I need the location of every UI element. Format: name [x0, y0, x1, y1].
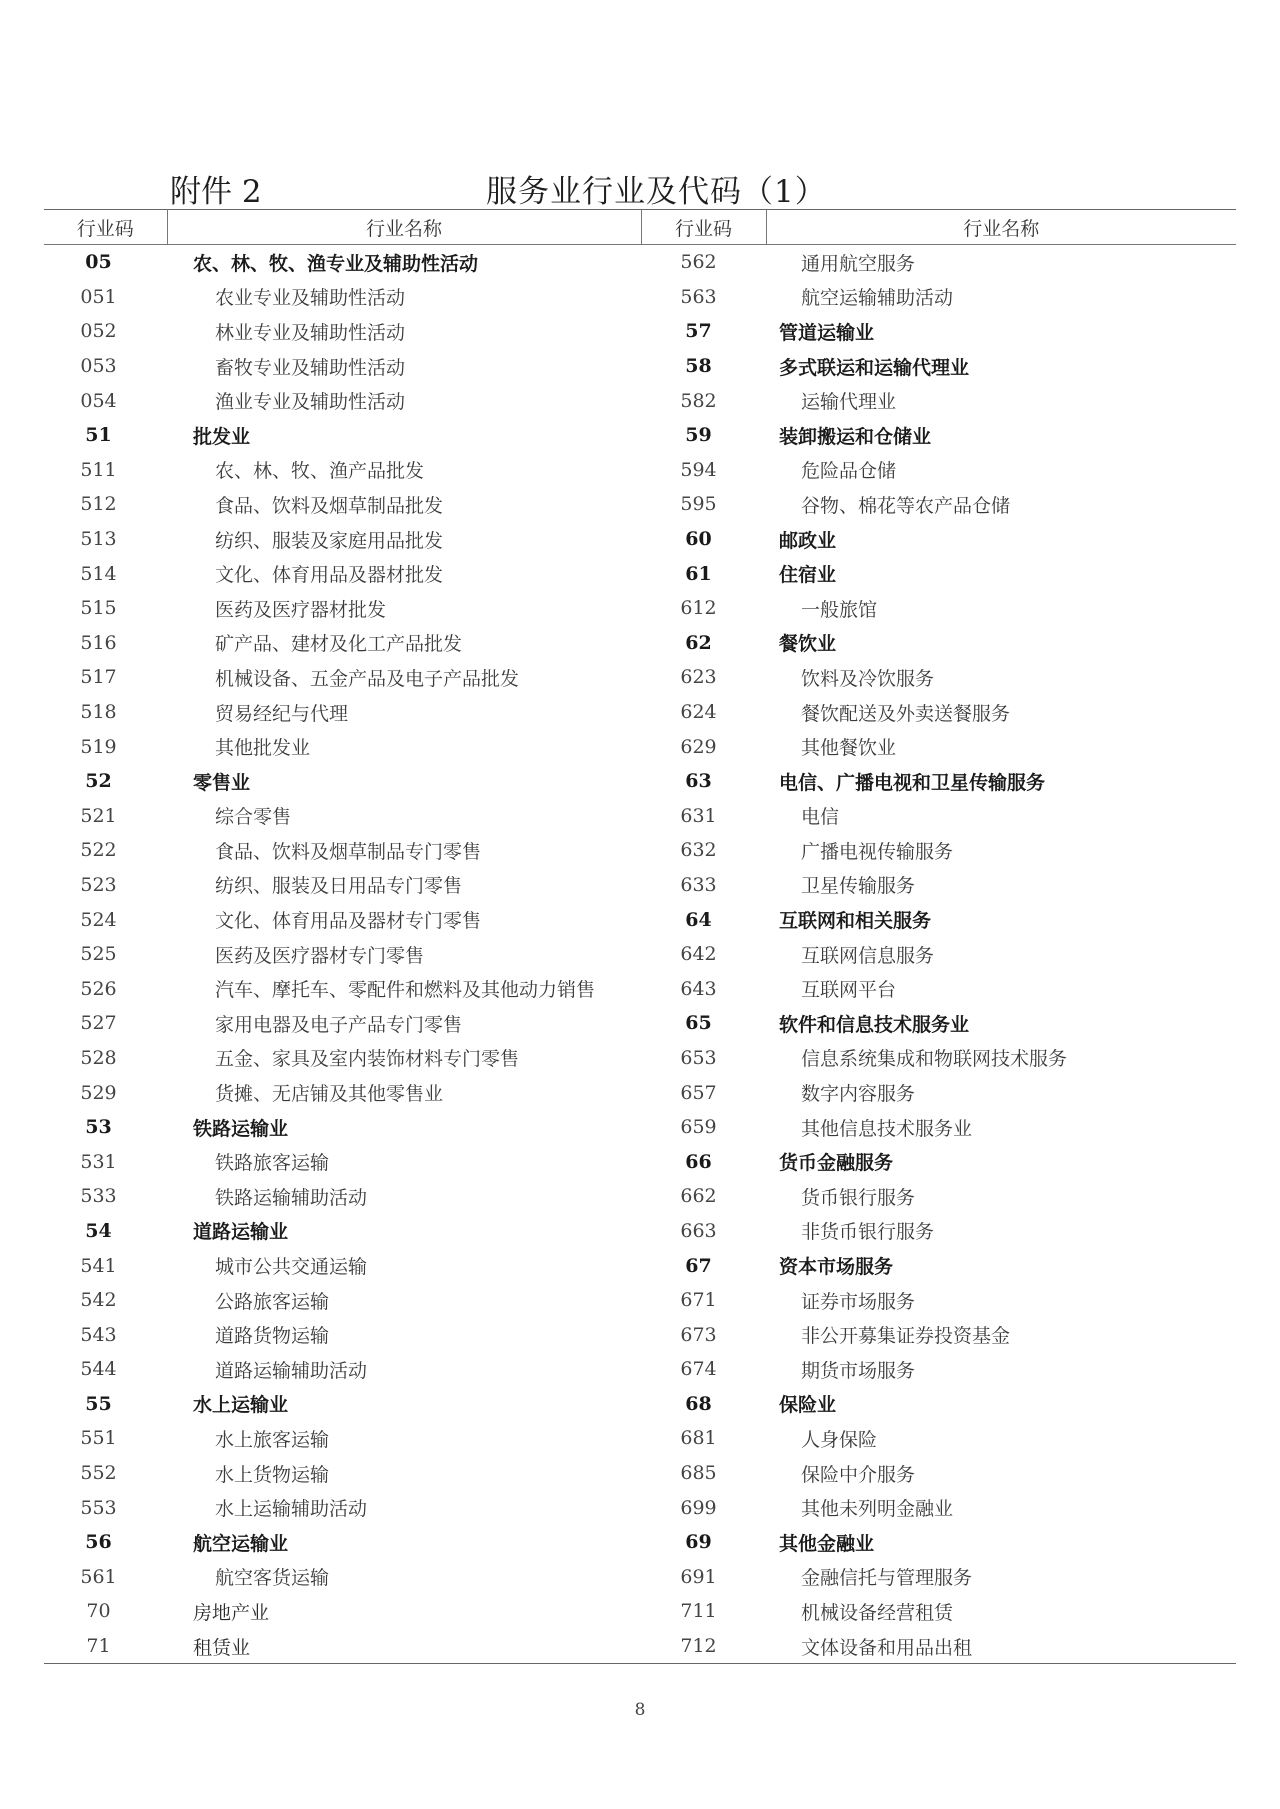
industry-code-right: 685 — [680, 1462, 717, 1485]
industry-code-left: 526 — [80, 977, 117, 1000]
industry-name-right: 一般旅馆 — [801, 598, 878, 621]
industry-name-left: 零售业 — [193, 771, 251, 794]
table-row — [44, 1248, 1236, 1283]
industry-name-left: 铁路运输辅助活动 — [215, 1186, 368, 1209]
industry-name-left: 水上运输业 — [193, 1394, 289, 1417]
industry-name-left: 文化、体育用品及器材批发 — [215, 564, 444, 587]
industry-name-right: 互联网平台 — [801, 979, 897, 1002]
table-row — [44, 1456, 1236, 1491]
table-row — [44, 1283, 1236, 1318]
industry-code-left: 053 — [80, 355, 117, 378]
industry-code-right: 594 — [680, 458, 717, 481]
industry-code-left: 525 — [80, 943, 117, 966]
industry-name-right: 货币银行服务 — [801, 1186, 916, 1209]
table-row — [44, 245, 1236, 280]
table-row — [44, 1144, 1236, 1179]
industry-code-left: 529 — [80, 1081, 117, 1104]
industry-code-right: 632 — [680, 839, 717, 862]
industry-code-right: 58 — [685, 355, 712, 378]
industry-name-left: 水上运输辅助活动 — [215, 1498, 368, 1521]
table-row — [44, 349, 1236, 384]
table-row — [44, 764, 1236, 799]
table-row — [44, 383, 1236, 418]
industry-code-right: 699 — [680, 1496, 717, 1519]
industry-code-left: 513 — [80, 528, 117, 551]
industry-code-left: 561 — [80, 1565, 117, 1588]
industry-table — [44, 209, 1236, 1664]
industry-name-left: 租赁业 — [167, 1629, 641, 1664]
column-header-name-right: 行业名称 — [766, 210, 1236, 245]
industry-name-right: 其他餐饮业 — [801, 737, 897, 760]
industry-name-right: 通用航空服务 — [801, 252, 916, 275]
industry-name-right: 货币金融服务 — [779, 1152, 894, 1175]
industry-name-right: 住宿业 — [779, 564, 837, 587]
industry-code-left: 544 — [80, 1358, 117, 1381]
table-row — [44, 799, 1236, 834]
table-row — [44, 591, 1236, 626]
industry-name-left: 水上货物运输 — [215, 1463, 330, 1486]
table-row — [44, 1075, 1236, 1110]
industry-name-left: 汽车、摩托车、零配件和燃料及其他动力销售 — [215, 979, 596, 1002]
industry-code-left: 511 — [80, 458, 117, 481]
industry-code-left: 70 — [86, 1600, 111, 1623]
industry-code-left: 528 — [80, 1046, 117, 1069]
industry-name-right: 危险品仓储 — [801, 460, 897, 483]
industry-code-right: 653 — [680, 1046, 717, 1069]
industry-name-left: 医药及医疗器材批发 — [215, 598, 387, 621]
industry-code-left: 533 — [80, 1185, 117, 1208]
table-row — [44, 1041, 1236, 1076]
industry-name-left: 纺织、服装及家庭用品批发 — [215, 529, 444, 552]
industry-name-right: 非公开募集证券投资基金 — [801, 1325, 1011, 1348]
table-row — [44, 1317, 1236, 1352]
industry-code-left: 52 — [85, 770, 112, 793]
industry-code-left: 515 — [80, 597, 117, 620]
industry-name-left: 畜牧专业及辅助性活动 — [215, 356, 406, 379]
industry-code-right: 633 — [680, 873, 717, 896]
table-row — [44, 1629, 1236, 1664]
industry-name-left: 农业专业及辅助性活动 — [215, 287, 406, 310]
industry-name-left: 水上旅客运输 — [215, 1428, 330, 1451]
table-row — [44, 902, 1236, 937]
industry-name-right: 保险中介服务 — [801, 1463, 916, 1486]
industry-code-right: 59 — [685, 424, 712, 447]
table-row — [44, 1352, 1236, 1387]
industry-code-left: 531 — [80, 1150, 117, 1173]
table-row — [44, 1387, 1236, 1422]
industry-code-right: 62 — [685, 631, 712, 654]
industry-code-right: 663 — [680, 1219, 717, 1242]
industry-code-right: 712 — [641, 1629, 766, 1664]
industry-code-right: 57 — [685, 320, 712, 343]
table-row — [44, 1421, 1236, 1456]
document-title: 服务业行业及代码（1） — [486, 174, 827, 210]
industry-code-right: 629 — [680, 735, 717, 758]
industry-code-right: 711 — [680, 1600, 717, 1623]
industry-name-right: 金融信托与管理服务 — [801, 1567, 973, 1590]
industry-code-left: 05 — [85, 251, 112, 274]
industry-code-left: 527 — [80, 1012, 117, 1035]
industry-name-right: 装卸搬运和仓储业 — [779, 425, 932, 448]
industry-name-right: 其他金融业 — [779, 1532, 875, 1555]
table-row — [44, 1110, 1236, 1145]
column-header-name-left: 行业名称 — [167, 210, 641, 245]
table-row — [44, 418, 1236, 453]
table-row — [44, 522, 1236, 557]
industry-name-left: 城市公共交通运输 — [215, 1256, 368, 1279]
industry-code-left: 541 — [80, 1254, 117, 1277]
table-row — [44, 314, 1236, 349]
industry-code-right: 64 — [685, 908, 712, 931]
industry-code-table — [44, 209, 1236, 1664]
industry-name-right: 其他信息技术服务业 — [801, 1117, 973, 1140]
industry-name-right: 广播电视传输服务 — [801, 840, 954, 863]
industry-name-left: 道路运输辅助活动 — [215, 1359, 368, 1382]
industry-name-right: 餐饮业 — [779, 633, 837, 656]
industry-name-right: 多式联运和运输代理业 — [779, 356, 970, 379]
industry-name-left: 矿产品、建材及化工产品批发 — [215, 633, 463, 656]
industry-name-left: 机械设备、五金产品及电子产品批发 — [215, 667, 520, 690]
industry-name-right: 其他未列明金融业 — [801, 1498, 954, 1521]
industry-name-right: 电信、广播电视和卫星传输服务 — [779, 771, 1046, 794]
industry-name-left: 道路运输业 — [193, 1221, 289, 1244]
table-row — [44, 626, 1236, 661]
industry-code-left: 051 — [80, 285, 117, 308]
industry-name-right: 软件和信息技术服务业 — [779, 1013, 970, 1036]
industry-code-left: 517 — [80, 666, 117, 689]
table-row — [44, 1560, 1236, 1595]
table-row — [44, 1006, 1236, 1041]
table-row — [44, 660, 1236, 695]
industry-name-left: 航空客货运输 — [215, 1567, 330, 1590]
industry-code-right: 673 — [680, 1323, 717, 1346]
industry-code-left: 512 — [80, 493, 117, 516]
industry-code-right: 674 — [680, 1358, 717, 1381]
industry-code-left: 054 — [80, 389, 117, 412]
table-row — [44, 695, 1236, 730]
industry-code-right: 595 — [680, 493, 717, 516]
industry-code-left: 56 — [85, 1531, 112, 1554]
industry-code-left: 519 — [80, 735, 117, 758]
table-row — [44, 729, 1236, 764]
industry-code-left: 543 — [80, 1323, 117, 1346]
industry-name-left: 农、林、牧、渔产品批发 — [215, 460, 425, 483]
industry-code-right: 691 — [680, 1565, 717, 1588]
industry-code-right: 68 — [685, 1392, 712, 1415]
column-header-code-left: 行业码 — [44, 210, 167, 245]
table-row — [44, 1525, 1236, 1560]
industry-name-left: 纺织、服装及日用品专门零售 — [215, 875, 463, 898]
industry-name-right: 管道运输业 — [779, 321, 875, 344]
industry-name-left: 食品、饮料及烟草制品批发 — [215, 494, 444, 517]
industry-code-left: 524 — [80, 908, 117, 931]
industry-name-right: 非货币银行服务 — [801, 1221, 935, 1244]
page-number: 8 — [634, 1700, 646, 1720]
industry-code-right: 624 — [680, 701, 717, 724]
table-row — [44, 833, 1236, 868]
industry-code-right: 623 — [680, 666, 717, 689]
industry-name-left: 文化、体育用品及器材专门零售 — [215, 910, 482, 933]
industry-name-right: 期货市场服务 — [801, 1359, 916, 1382]
industry-code-right: 642 — [680, 943, 717, 966]
industry-code-right: 69 — [685, 1531, 712, 1554]
industry-code-left: 553 — [80, 1496, 117, 1519]
industry-code-left: 542 — [80, 1289, 117, 1312]
table-row — [44, 1594, 1236, 1629]
industry-name-left: 货摊、无店铺及其他零售业 — [215, 1083, 444, 1106]
industry-code-right: 582 — [680, 389, 717, 412]
industry-code-right: 657 — [680, 1081, 717, 1104]
industry-name-right: 数字内容服务 — [801, 1083, 916, 1106]
industry-name-right: 互联网信息服务 — [801, 944, 935, 967]
table-row — [44, 971, 1236, 1006]
industry-code-left: 516 — [80, 631, 117, 654]
industry-name-right: 谷物、棉花等农产品仓储 — [801, 494, 1011, 517]
industry-code-right: 61 — [685, 562, 712, 585]
industry-name-right: 人身保险 — [801, 1428, 878, 1451]
industry-name-left: 航空运输业 — [193, 1532, 289, 1555]
industry-name-left: 医药及医疗器材专门零售 — [215, 944, 425, 967]
industry-code-right: 659 — [680, 1116, 717, 1139]
industry-name-left: 食品、饮料及烟草制品专门零售 — [215, 840, 482, 863]
industry-code-left: 53 — [85, 1116, 112, 1139]
table-row — [44, 868, 1236, 903]
industry-name-right: 机械设备经营租赁 — [801, 1601, 954, 1624]
industry-name-left: 五金、家具及室内装饰材料专门零售 — [215, 1048, 520, 1071]
industry-name-left: 其他批发业 — [215, 737, 311, 760]
industry-code-right: 63 — [685, 770, 712, 793]
attachment-label: 附件 2 — [170, 174, 262, 210]
industry-name-left: 渔业专业及辅助性活动 — [215, 391, 406, 414]
table-row — [44, 1179, 1236, 1214]
industry-code-right: 671 — [680, 1289, 717, 1312]
industry-name-left: 房地产业 — [193, 1601, 270, 1624]
industry-name-right: 航空运输辅助活动 — [801, 287, 954, 310]
industry-code-left: 55 — [85, 1392, 112, 1415]
industry-name-left: 铁路旅客运输 — [215, 1152, 330, 1175]
industry-code-left: 71 — [44, 1629, 167, 1664]
industry-name-left: 批发业 — [193, 425, 251, 448]
industry-name-left: 农、林、牧、渔专业及辅助性活动 — [193, 252, 479, 275]
industry-code-right: 631 — [680, 804, 717, 827]
industry-name-right: 运输代理业 — [801, 391, 897, 414]
industry-code-left: 522 — [80, 839, 117, 862]
industry-name-left: 综合零售 — [215, 806, 292, 829]
industry-name-right: 资本市场服务 — [779, 1256, 894, 1279]
industry-name-right: 互联网和相关服务 — [779, 910, 932, 933]
industry-name-right: 饮料及冷饮服务 — [801, 667, 935, 690]
industry-name-right: 信息系统集成和物联网技术服务 — [801, 1048, 1068, 1071]
industry-code-right: 562 — [680, 251, 717, 274]
industry-name-right: 餐饮配送及外卖送餐服务 — [801, 702, 1011, 725]
table-row — [44, 1214, 1236, 1249]
industry-code-right: 681 — [680, 1427, 717, 1450]
industry-name-left: 贸易经纪与代理 — [215, 702, 349, 725]
industry-code-right: 612 — [680, 597, 717, 620]
industry-code-left: 54 — [85, 1219, 112, 1242]
industry-code-left: 551 — [80, 1427, 117, 1450]
industry-code-left: 523 — [80, 873, 117, 896]
industry-name-left: 林业专业及辅助性活动 — [215, 321, 406, 344]
industry-name-right: 卫星传输服务 — [801, 875, 916, 898]
industry-code-right: 67 — [685, 1254, 712, 1277]
industry-code-left: 552 — [80, 1462, 117, 1485]
industry-name-left: 家用电器及电子产品专门零售 — [215, 1013, 463, 1036]
industry-name-right: 证券市场服务 — [801, 1290, 916, 1313]
table-row — [44, 453, 1236, 488]
industry-name-left: 道路货物运输 — [215, 1325, 330, 1348]
industry-name-right: 文体设备和用品出租 — [766, 1629, 1236, 1664]
industry-code-right: 65 — [685, 1012, 712, 1035]
table-row — [44, 280, 1236, 315]
industry-code-right: 643 — [680, 977, 717, 1000]
table-row — [44, 487, 1236, 522]
table-row — [44, 1490, 1236, 1525]
industry-name-left: 铁路运输业 — [193, 1117, 289, 1140]
table-row — [44, 556, 1236, 591]
industry-code-right: 563 — [680, 285, 717, 308]
industry-name-left: 公路旅客运输 — [215, 1290, 330, 1313]
table-body — [44, 245, 1236, 1664]
industry-name-right: 保险业 — [779, 1394, 837, 1417]
industry-code-left: 052 — [80, 320, 117, 343]
industry-code-left: 514 — [80, 562, 117, 585]
industry-code-right: 66 — [685, 1150, 712, 1173]
industry-code-right: 662 — [680, 1185, 717, 1208]
industry-code-left: 518 — [80, 701, 117, 724]
industry-code-left: 521 — [80, 804, 117, 827]
column-header-code-right: 行业码 — [641, 210, 766, 245]
table-row — [44, 937, 1236, 972]
industry-code-left: 51 — [85, 424, 112, 447]
table-header-row — [44, 210, 1236, 245]
industry-code-right: 60 — [685, 528, 712, 551]
industry-name-right: 电信 — [801, 806, 840, 829]
industry-name-right: 邮政业 — [779, 529, 837, 552]
